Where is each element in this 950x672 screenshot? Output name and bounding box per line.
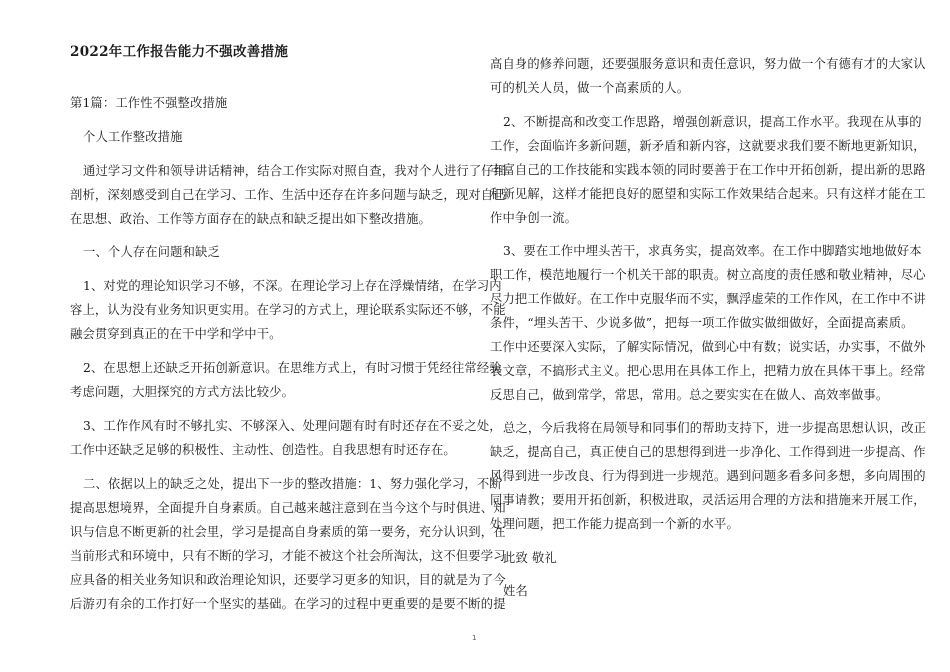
paragraph-line: 1、对党的理论知识学习不够，不深。在理论学习上存在浮燥情绪，在学习内 (83, 279, 502, 293)
paragraph-line: 二、依据以上的缺乏之处，提出下一步的整改措施：1、努力强化学习，不断 (83, 477, 502, 491)
paragraph-line: 3、要在工作中埋头苦干，求真务实，提高效率。在工作中脚踏实地地做好本 (503, 244, 922, 258)
paragraph-line: 缺乏，提高自己，真正使自己的思想得到进一步净化、工作得到进一步提高、作 (490, 445, 926, 459)
paragraph-line: 风得到进一步改良、行为得到进一步规范。遇到问题多看多问多想，多向周围的 (490, 469, 926, 483)
paragraph-line: 在思想、政治、工作等方面存在的缺点和缺乏提出如下整改措施。 (70, 212, 431, 226)
paragraph-line: 融会贯穿到真正的在干中学和学中干。 (70, 327, 282, 341)
paragraph-line: 工作中还要深入实际，了解实际情况，做到心中有数；说实话，办实事，不做外 (490, 340, 926, 354)
paragraph-line: 考虑问题，大胆探究的方式方法比较少。 (70, 385, 295, 399)
paragraph-line: 尽力把工作做好。在工作中克服华而不实，飘浮虚荣的工作作风，在工作中不讲 (490, 292, 926, 306)
paragraph-line: 剖析，深刻感受到自己在学习、工作、生活中还存在许多问题与缺乏，现对自己 (70, 188, 506, 202)
page-number: 1 (472, 634, 477, 642)
subheading: 个人工作整改措施 (83, 130, 183, 144)
paragraph-line: 作中争创一流。 (490, 211, 578, 225)
paragraph-line: 可的机关人员，做一个高素质的人。 (490, 81, 690, 95)
paragraph-line: 条件，“埋头苦干、少说多做”，把每一项工作做实做细做好，全面提高素质。 (490, 316, 914, 330)
paragraph-line: 同事请教；要用开拓创新，积极进取，灵活运用合理的方法和措施来开展工作， (490, 493, 926, 507)
paragraph-line: 识与信息不断更新的社会里，学习是提高自身素质的第一要务，充分认识到，在 (70, 525, 506, 539)
list-heading: 一、个人存在问题和缺乏 (83, 245, 220, 259)
paragraph-line: 2、不断提高和改变工作思路，增强创新意识，提高工作水平。我现在从事的 (503, 115, 922, 129)
paragraph-line: 当前形式和环境中，只有不断的学习，才能不被这个社会所淘汰，这不但要学习 (70, 549, 506, 563)
paragraph-line: 工作，会面临许多新问题，新矛盾和新内容，这就要求我们要不断地更新知识， (490, 139, 926, 153)
closing-salutation: 此致 敬礼 (503, 551, 557, 565)
paragraph-line: 容上，认为没有业务知识更实用。在学习的方式上，理论联系实际还不够，不能 (70, 303, 506, 317)
paragraph-line: 后游刃有余的工作打好一个坚实的基础。在学习的过程中更重要的是要不断的提 (70, 597, 506, 611)
paragraph-line: 丰富自己的工作技能和实践本领的同时要善于在工作中开拓创新，提出新的思路 (490, 163, 926, 177)
paragraph-line: 表文章，不搞形式主义。把心思用在具体工作上，把精力放在具体干事上。经常 (490, 364, 926, 378)
section-heading: 第1篇：工作性不强整改措施 (70, 96, 228, 110)
document-title: 2022年工作报告能力不强改善措施 (70, 44, 289, 60)
paragraph-line: 高自身的修养问题，还要强服务意识和责任意识，努力做一个有德有才的大家认 (490, 57, 926, 71)
paragraph-line: 职工作，模范地履行一个机关干部的职责。树立高度的责任感和敬业精神，尽心 (490, 268, 926, 282)
paragraph-line: 3、工作作风有时不够扎实、不够深入、处理问题有时有时还存在不妥之处， (83, 419, 502, 433)
paragraph-line: 应具备的相关业务知识和政治理论知识，还要学习更多的知识，目的就是为了今 (70, 573, 506, 587)
paragraph-line: 和新见解，这样才能把良好的愿望和实际工作效果结合起来。只有这样才能在工 (490, 187, 926, 201)
paragraph-line: 工作中还缺乏足够的积极性、主动性、创造性。自我思想有时还存在。 (70, 443, 456, 457)
paragraph-line: 通过学习文件和领导讲话精神，结合工作实际对照自查，我对个人进行了仔细 (83, 164, 507, 178)
paragraph-line: 处理问题，把工作能力提高到一个新的水平。 (490, 517, 739, 531)
paragraph-line: 2、在思想上还缺乏开拓创新意识。在思维方式上，有时习惯于凭经往常经验 (83, 361, 502, 375)
signature-name: 姓名 (503, 584, 528, 598)
paragraph-line: 反思自己，做到常学，常思，常用。总之要实实在在做人、高效率做事。 (490, 388, 889, 402)
paragraph-line: 总之，今后我将在局领导和同事们的帮助支持下，进一步提高思想认识，改正 (503, 421, 927, 435)
paragraph-line: 提高思想境界，全面提升自身素质。自己越来越注意到在当今这个与时俱进、知 (70, 501, 506, 515)
